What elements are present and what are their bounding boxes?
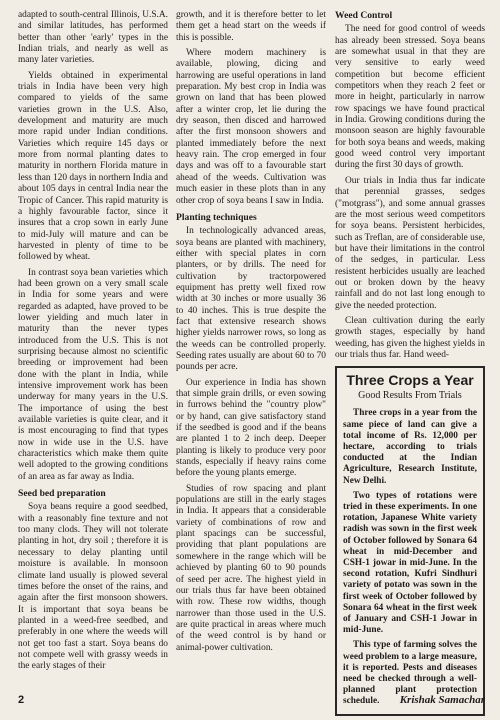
paragraph: Soya beans require a good seedbed, with a reasonably fine texture and not too many clods. They will not tolerate planting in hot, dry soil ; therefore it is necessary to delay planting until moisture is available. In monsoon climate land usually is plowed several times before the onset of the rains, and again after the first monsoon showers. It is important that soya beans be planted in a weed-free seedbed, and preferably in one where the weeds will not get too fast a start. Soya beans do not compete well with grassy weeds in the early stages of their (18, 502, 168, 672)
paragraph: Where modern machinery is available, plowing, dicing and harrowing are useful operations in land preparation. My best crop in India was grown on land that has been plowed after a winter crop, let lie during the dry season, then disced and harrowed after the first monsoon showers and planted immediately before the next heavy rain. The crop emerged in four days and was off to a favourable start ahead of the weeds. Cultivation was much easier in these plots than in any other crop of soya beans I saw in India. (176, 48, 326, 206)
paragraph: Studies of row spacing and plant populations are still in the early stages in India. It appears that a considerable variety of combinations of row and plant spacings can be successful, providing that plant populations are somewhere in the range which will be achieved by planting 60 to 90 pounds of seed per acre. The highest yield in our trials thus far have been obtained with row. These row widths, though narrower than those used in the U.S. are quite practical in areas where much of the weed control is by hand or animal-power cultivation. (176, 483, 326, 653)
box-paragraph: This type of farming solves the weed problem to a large measure, it is reported. Pests and diseases need be checked through a well-planned plant protection schedule. (343, 640, 477, 707)
sidebar-box-three-crops (335, 366, 485, 715)
paragraph: In contrast soya bean varieties which had been grown on a very small scale in India for some years and were regarded as adapted, have proved to be lower yielding and much later in maturity than the never types introduced from the U.S. This is not surprising because almost no scientific breeding or improvement had been done with the plant in India, while intensive improvement work has been underway for many years in the U.S. The importance of using the best available varieties is quite clear, and it is most encouraging to find that types now in wide use in the U.S. have characteristics which make them quite well adopted to the growing conditions of an area as far away as India. (18, 267, 168, 482)
section-heading-seed-bed: Seed bed preparation (18, 488, 106, 500)
paragraph: growth, and it is therefore better to let them get a head start on the weeds if this is possible. (176, 10, 326, 43)
page-number: 2 (18, 694, 25, 706)
column-1 (18, 10, 168, 673)
column-2 (176, 10, 326, 654)
paragraph: Our trials in India thus far indicate that perennial grasses, sedges ("motgrass"), and some annual grasses are the most serious weed competitors for soya beans. Persistent herbicides, such as Treflan, are of considerable use, but have their limitations in the control of the sedges, in particular. Less resistent herbicides usually are leached out or broken down by the heavy rainfall and do not last long enough to give the needed protection. (335, 175, 485, 311)
paragraph: The need for good control of weeds has already been stressed. Soya beans are somewhat usual in that they are very sensitive to early weed competition but become efficient competitors when they reach 2 feet or more in height, particularly in narrow row spacings we have found practical in India. Growing conditions during the monsoon season are highly favourable for both soya beans and weeds, making good weed control very important during the first 30 days of growth. (335, 24, 485, 171)
section-heading-planting: Planting techniques (176, 211, 257, 223)
paragraph: Yields obtained in experimental trials in India have been very high compared to yields of the same varieties grown in the U.S. Also, development and maturity are much more rapid under Indian conditions. Varieties which require 145 days or more from normal planting dates to maturity in northern Florida mature in less than 120 days in northern India and about 105 days in central India near the Tropic of Cancer. This rapid maturity is a highly favourable factor, since it insures that a crop sown in early June to mid-July will mature and can be harvested in plenty of time to be followed by wheat. (18, 70, 168, 263)
box-paragraph: Three crops in a year from the same piece of land can give a total income of Rs. 12,000 per hectare, according to trials conducted at the Indian Agriculture, Research Institute, New Delhi. (343, 408, 477, 486)
box-paragraph: Two types of rotations were tried in these experiments. In one rotation, Japanese White variety radish was sown in the first week of October followed by Sonara 64 wheat in mid-December and CSH-1 jowar in mid-June. In the second rotation, Kufri Sindhuri variety of potato was sown in the first week of October followed by Sonara 64 wheat in the first week of January and CSH-1 Jowar in mid-June. (343, 490, 477, 636)
section-heading-weed-control: Weed Control (335, 10, 393, 21)
magazine-name: Krishak Samachar (399, 694, 485, 706)
paragraph: Clean cultivation during the early growth stages, especially by hand weeding, has given the highest yields in our trials thus far. Hand weed- (335, 315, 485, 360)
paragraph: In technologically advanced areas, soya beans are planted with machinery, either with special plates in corn planters, or by drills. The need for cultivation by tractorpowered equipment has pretty well fixed row width at 30 inches or more usually 36 to 40 inches. This is true despite the fact that extensive research shows higher yields narrower rows, so long as the weeds can be controlled properly. Seeding rates usually are about 60 to 70 pounds per acre. (176, 226, 326, 373)
box-title: Three Crops a Year (346, 372, 474, 389)
paragraph: Our experience in India has shown that simple grain drills, or even sowing in furrows behind the "country plow" or by hand, can give satisfactory stand if the seedbed is good and if the beans are planted 1 to 2 inch deep. Deeper planting is likely to produce very poor stands, especially if heavy rains come before the young plants emerge. (176, 377, 326, 479)
paragraph: adapted to south-central Illinois, U.S.A. and similar latitudes, has performed better than other 'early' types in the Indian trials, and nearly as well as many later varieties. (18, 10, 168, 66)
box-subtitle: Good Results From Trials (358, 390, 462, 402)
column-3 (335, 10, 485, 716)
